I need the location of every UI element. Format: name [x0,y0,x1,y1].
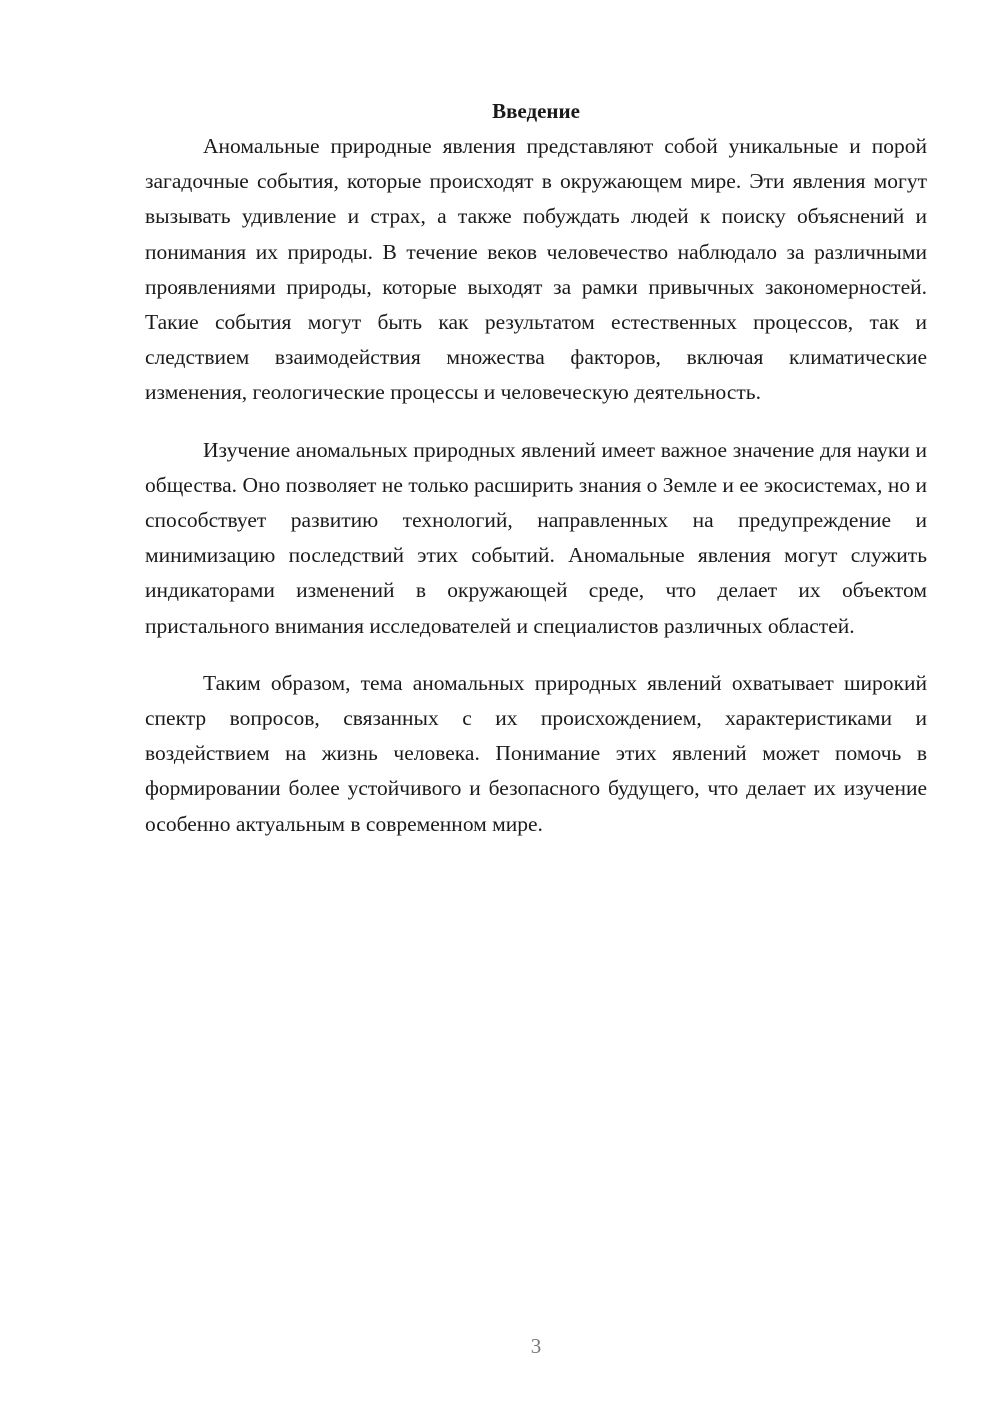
page-number: 3 [530,1334,542,1358]
section-title: Введение [492,99,580,123]
document-page [145,95,927,864]
paragraph-3: Таким образом, тема аномальных природных явлений охватывает широкий спектр вопросов, связанных с их происхождением, характеристиками и воздействием на жизнь человека. Понимание этих явлений может помочь в формировании более устойчивого и безопасного будущего, что делает их изучение особенно актуальным в современном мире. [145,670,927,836]
paragraph-2: Изучение аномальных природных явлений имеет важное значение для науки и общества. Оно позволяет не только расширить знания о Земле и ее экосистемах, но и способствует развитию технологий, направленных на предупреждение и минимизацию последствий этих событий. Аномальные явления могут служить индикаторами изменений в окружающей среде, что делает их объектом пристального внимания исследователей и специалистов различных областей. [145,437,927,638]
paragraph-1: Аномальные природные явления представляют собой уникальные и порой загадочные события, которые происходят в окружающем мире. Эти явления могут вызывать удивление и страх, а также побуждать людей к поиску объяснений и понимания их природы. В течение веков человечество наблюдало за различными проявлениями природы, которые выходят за рамки привычных закономерностей. Такие события могут быть как результатом естественных процессов, так и следствием взаимодействия множества факторов, включая климатические изменения, геологические процессы и человеческую деятельность. [145,134,927,405]
